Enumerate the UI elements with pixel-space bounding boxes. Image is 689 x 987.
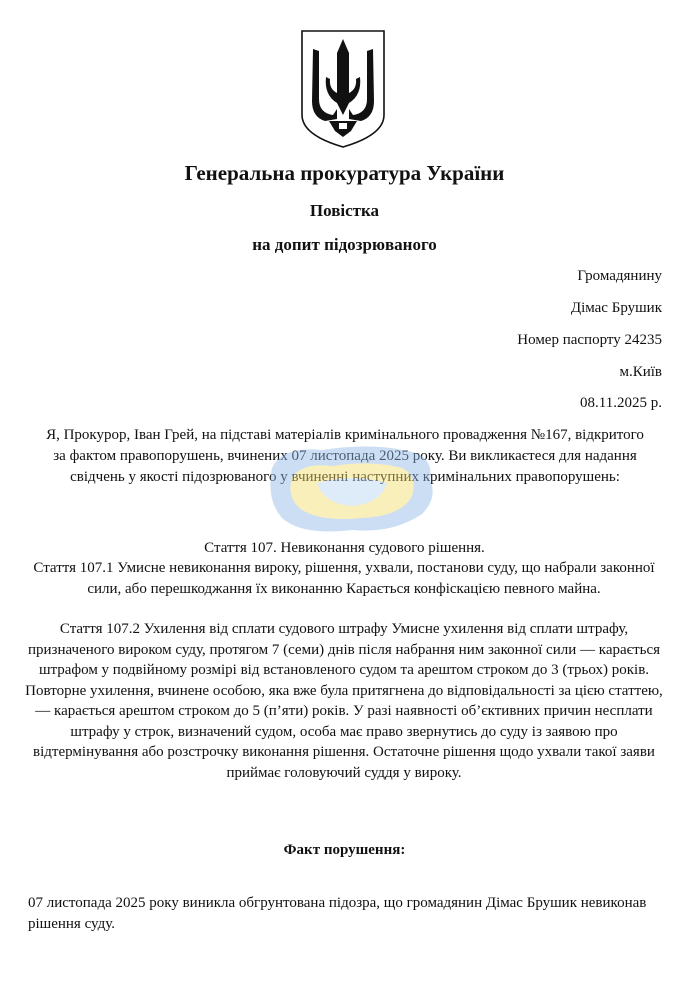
addressee-passport: Номер паспорту 24235 <box>517 332 662 348</box>
addressee-city: м.Київ <box>619 364 662 380</box>
addressee-salutation: Громадянину <box>577 268 662 284</box>
organization-title: Генеральна прокуратура України <box>184 161 505 185</box>
fact-paragraph: 07 листопада 2025 року виникла обгрунтована підозра, що громадянин Дімас Брушик невиконав рішення суду. <box>28 895 647 932</box>
fact-heading: Факт порушення: <box>283 842 406 858</box>
document-subtitle: на допит підозрюваного <box>252 235 437 254</box>
addressee-name: Дімас Брушик <box>570 300 662 316</box>
trident-emblem-icon <box>299 29 387 149</box>
article-107-1: Стаття 107.1 Умисне невиконання вироку, рішення, ухвали, постанови суду, що набрали законної сили, або перешкоджання їх виконанню Карається конфіскацією певного майна. <box>33 560 655 597</box>
document-date: 08.11.2025 р. <box>580 395 662 411</box>
article-107-2: Стаття 107.2 Ухилення від сплати судового штрафу Умисне ухилення від сплати штрафу, призначеного вироком суду, протягом 7 (семи) днів після набрання ним законної сили — карається штрафом у подвійному розмірі від встановленого судом та арештом строком до 3 (трьох) років. Повторне ухилення, вчинене особою, яка вже була притягнена до відповідальності за цією статтею, — карається арештом строком до 5 (п’яти) років. У разі наявності об’єктивних причин несплати штрафу у строк, визначений судом, особа має право звернутись до суду із заявою про відтермінування або розстрочку виконання рішення. Остаточне рішення щодо ухвали такої заяви приймає головуючий суддя у вироку. <box>25 621 663 781</box>
intro-paragraph: Я, Прокурор, Іван Грей, на підставі матеріалів кримінального провадження №167, відкритого за фактом правопорушень, вчинених 07 листопада 2025 року. Ви викликаєтеся для надання свідчень у якості підозрюваного у вчиненні наступних кримінальних правопорушень: <box>46 427 644 485</box>
document-type-title: Повістка <box>309 201 380 220</box>
article-heading: Стаття 107. Невиконання судового рішення. <box>204 540 485 556</box>
